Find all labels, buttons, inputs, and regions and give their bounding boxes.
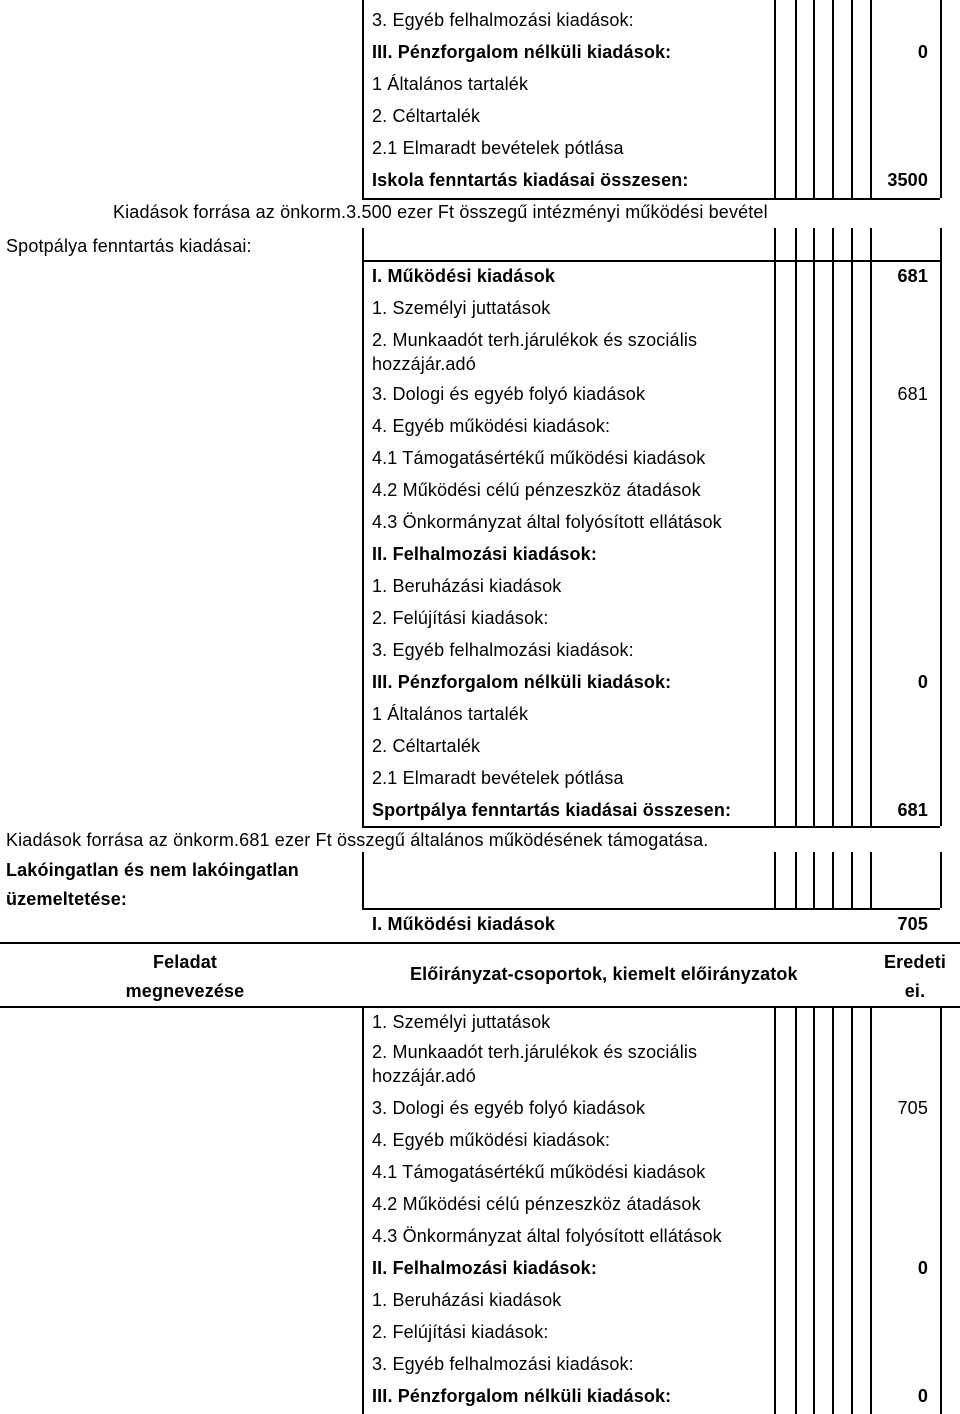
grid-vertical-line [813, 228, 815, 826]
item-label: 3. Egyéb felhalmozási kiadások: [372, 10, 634, 30]
grid-vertical-line [870, 1006, 872, 1414]
grid-vertical-line [851, 0, 853, 198]
grid-vertical-line [795, 1006, 797, 1414]
item-label: Iskola fenntartás kiadásai összesen: [372, 170, 689, 190]
item-label: III. Pénzforgalom nélküli kiadások: [372, 672, 672, 692]
grid-vertical-line [774, 1006, 776, 1414]
item-label: 1. Személyi juttatások [372, 298, 551, 318]
item-label: 2. Céltartalék [372, 106, 481, 126]
grid-vertical-line [832, 852, 834, 908]
grid-vertical-line [813, 1006, 815, 1414]
grid-horizontal-line [362, 198, 940, 200]
grid-vertical-line [832, 1006, 834, 1414]
grid-vertical-line [362, 852, 364, 908]
grid-vertical-line [362, 1006, 364, 1414]
item-label: I. Működési kiadások [372, 914, 556, 934]
item-label: II. Felhalmozási kiadások: [372, 1258, 597, 1278]
item-label: Sportpálya fenntartás kiadásai összesen: [372, 800, 732, 820]
item-label: 2.1 Elmaradt bevételek pótlása [372, 138, 624, 158]
item-label: 3. Dologi és egyéb folyó kiadások [372, 384, 646, 404]
item-label: 4.3 Önkormányzat által folyósított ellátások [372, 1226, 722, 1246]
grid-vertical-line [795, 852, 797, 908]
item-label: 4. Egyéb működési kiadások: [372, 416, 611, 436]
grid-vertical-line [870, 228, 872, 826]
grid-vertical-line [362, 228, 364, 826]
section-title: Spotpálya fenntartás kiadásai: [6, 236, 252, 256]
grid-vertical-line [774, 0, 776, 198]
grid-vertical-line [940, 228, 942, 826]
header-feladat: Feladat megnevezése [125, 952, 245, 1001]
grid-vertical-line [851, 228, 853, 826]
source-note: Kiadások forrása az önkorm.3.500 ezer Ft összegű intézményi működési bevétel [113, 202, 768, 222]
item-label: 4.3 Önkormányzat által folyósított ellátások [372, 512, 722, 532]
item-label: 2. Munkaadót terh.járulékok és szociális hozzájár.adó [372, 1042, 698, 1086]
section-title: Lakóingatlan és nem lakóingatlan üzemeltetése: [6, 860, 299, 909]
item-label: 1 Általános tartalék [372, 704, 529, 724]
grid-vertical-line [813, 852, 815, 908]
item-label: 4.2 Működési célú pénzeszköz átadások [372, 480, 701, 500]
grid-vertical-line [940, 852, 942, 908]
item-label: 3. Egyéb felhalmozási kiadások: [372, 1354, 634, 1374]
item-value: 705 [897, 914, 928, 934]
item-label: 2. Felújítási kiadások: [372, 1322, 549, 1342]
item-label: 3. Dologi és egyéb folyó kiadások [372, 1098, 646, 1118]
grid-vertical-line [832, 228, 834, 826]
grid-horizontal-line [362, 908, 940, 910]
item-value: 0 [917, 1386, 928, 1406]
item-label: III. Pénzforgalom nélküli kiadások: [372, 1386, 672, 1406]
grid-vertical-line [851, 1006, 853, 1414]
item-label: 1. Beruházási kiadások [372, 1290, 562, 1310]
grid-horizontal-line [362, 826, 940, 828]
item-label: 2. Munkaadót terh.járulékok és szociális hozzájár.adó [372, 330, 698, 374]
grid-horizontal-line [0, 942, 960, 944]
grid-horizontal-line [0, 1006, 960, 1008]
item-value: 0 [917, 672, 928, 692]
item-label: 4.2 Működési célú pénzeszköz átadások [372, 1194, 701, 1214]
item-value: 681 [897, 384, 928, 404]
item-label: 1 Általános tartalék [372, 74, 529, 94]
grid-vertical-line [832, 0, 834, 198]
item-label: 2. Céltartalék [372, 736, 481, 756]
item-value: 0 [917, 42, 928, 62]
item-label: 4.1 Támogatásértékű működési kiadások [372, 1162, 706, 1182]
item-label: 4.1 Támogatásértékű működési kiadások [372, 448, 706, 468]
item-label: 1. Személyi juttatások [372, 1012, 551, 1032]
item-value: 681 [897, 266, 928, 286]
item-label: II. Felhalmozási kiadások: [372, 544, 597, 564]
grid-vertical-line [795, 228, 797, 826]
item-label: 3. Egyéb felhalmozási kiadások: [372, 640, 634, 660]
grid-vertical-line [870, 852, 872, 908]
grid-vertical-line [813, 0, 815, 198]
item-value: 3500 [887, 170, 928, 190]
grid-vertical-line [774, 228, 776, 826]
item-value: 0 [917, 1258, 928, 1278]
header-eredeti: Eredeti ei. [883, 952, 947, 1001]
grid-vertical-line [940, 0, 942, 198]
grid-vertical-line [362, 0, 364, 198]
grid-vertical-line [774, 852, 776, 908]
header-eloiranyzat: Előirányzat-csoportok, kiemelt előirányzatok [410, 964, 798, 984]
grid-vertical-line [795, 0, 797, 198]
item-label: 2. Felújítási kiadások: [372, 608, 549, 628]
item-value: 705 [897, 1098, 928, 1118]
item-label: I. Működési kiadások [372, 266, 556, 286]
grid-horizontal-line [362, 260, 940, 262]
grid-vertical-line [870, 0, 872, 198]
grid-vertical-line [940, 1006, 942, 1414]
item-label: III. Pénzforgalom nélküli kiadások: [372, 42, 672, 62]
source-note: Kiadások forrása az önkorm.681 ezer Ft összegű általános működésének támogatása. [6, 830, 709, 850]
item-label: 2.1 Elmaradt bevételek pótlása [372, 768, 624, 788]
item-value: 681 [897, 800, 928, 820]
item-label: 4. Egyéb működési kiadások: [372, 1130, 611, 1150]
item-label: 1. Beruházási kiadások [372, 576, 562, 596]
grid-vertical-line [851, 852, 853, 908]
